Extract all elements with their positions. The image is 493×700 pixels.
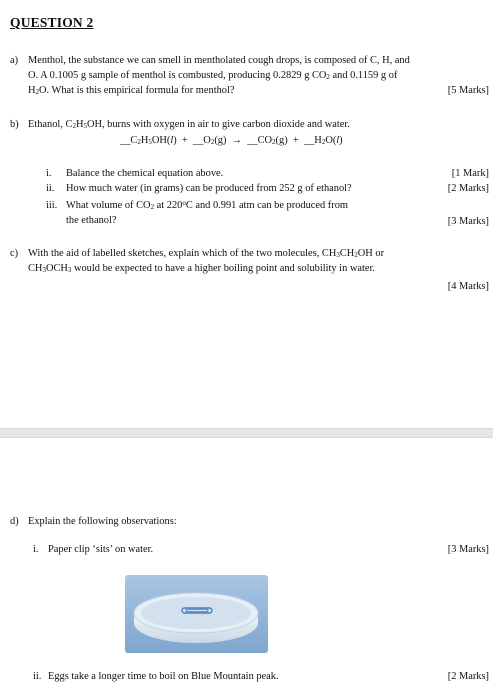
part-b-intro: Ethanol, $C_2H_5OH$, burns with oxygen in air to give carbon dioxide and water. [28,119,350,130]
part-d-ii-number: ii. [33,671,42,682]
part-a-line2: O. A 0.1005 g sample of menthol is combusted, producing 0.2829 g $CO_2$ and 0.1159 g of [28,70,398,82]
part-a-marks: [5 Marks] [447,85,489,96]
part-b-iii-marks: [3 Marks] [447,216,489,227]
part-d-ii-marks: [2 Marks] [447,671,489,682]
part-a-line3: $H_2O$. What is this empirical formula for menthol? [28,85,235,97]
part-b-iii-text: What volume of $CO_2$ at 220$^o$C and 0.991 atm can be produced from the ethanol? [66,199,349,227]
combustion-equation: $\_\_C_2H_5OH(l)$ + $\_\_O_2(g)$ → $\_\_CO_2(g)$ + $\_\_H_2O(l)$ [120,135,343,146]
part-b-ii-marks: [2 Marks] [447,183,489,194]
page-separator [0,428,493,438]
part-a-label: a) [10,55,19,66]
part-a-line1: Menthol, the substance we can smell in mentholated cough drops, is composed of C, H, and [28,55,410,66]
part-b-i-text: Balance the chemical equation above. [66,168,224,179]
part-c-text: With the aid of labelled sketches, explain which of the two molecules, $CH_3CH_2OH$ or $CH_3OCH_3$ would be expected to have a higher boiling point and solubility in water. [28,248,385,275]
part-d-label: d) [10,516,19,527]
part-a-text [28,53,483,98]
part-c-marks: [4 Marks] [447,281,489,292]
part-d-ii-text: Eggs take a longer time to boil on Blue Mountain peak. [48,671,279,682]
part-b-i-number: i. [46,168,52,179]
part-b-ii-text: How much water (in grams) can be produced from 252 g of ethanol? [66,183,352,194]
part-b-label: b) [10,119,19,130]
petri-dish-with-paper-clip-icon [125,575,268,653]
part-d-i-number: i. [33,544,39,555]
part-d-i-text: Paper clip ‘sits’ on water. [48,544,154,555]
part-d-text: Explain the following observations: [28,516,177,527]
question-title: QUESTION 2 [10,15,94,30]
part-b-ii-number: ii. [46,183,55,194]
part-d-i-marks: [3 Marks] [447,544,489,555]
part-c-label: c) [10,248,19,259]
part-b-i-marks: [1 Mark] [451,168,489,179]
part-b-iii-number: iii. [46,200,58,211]
